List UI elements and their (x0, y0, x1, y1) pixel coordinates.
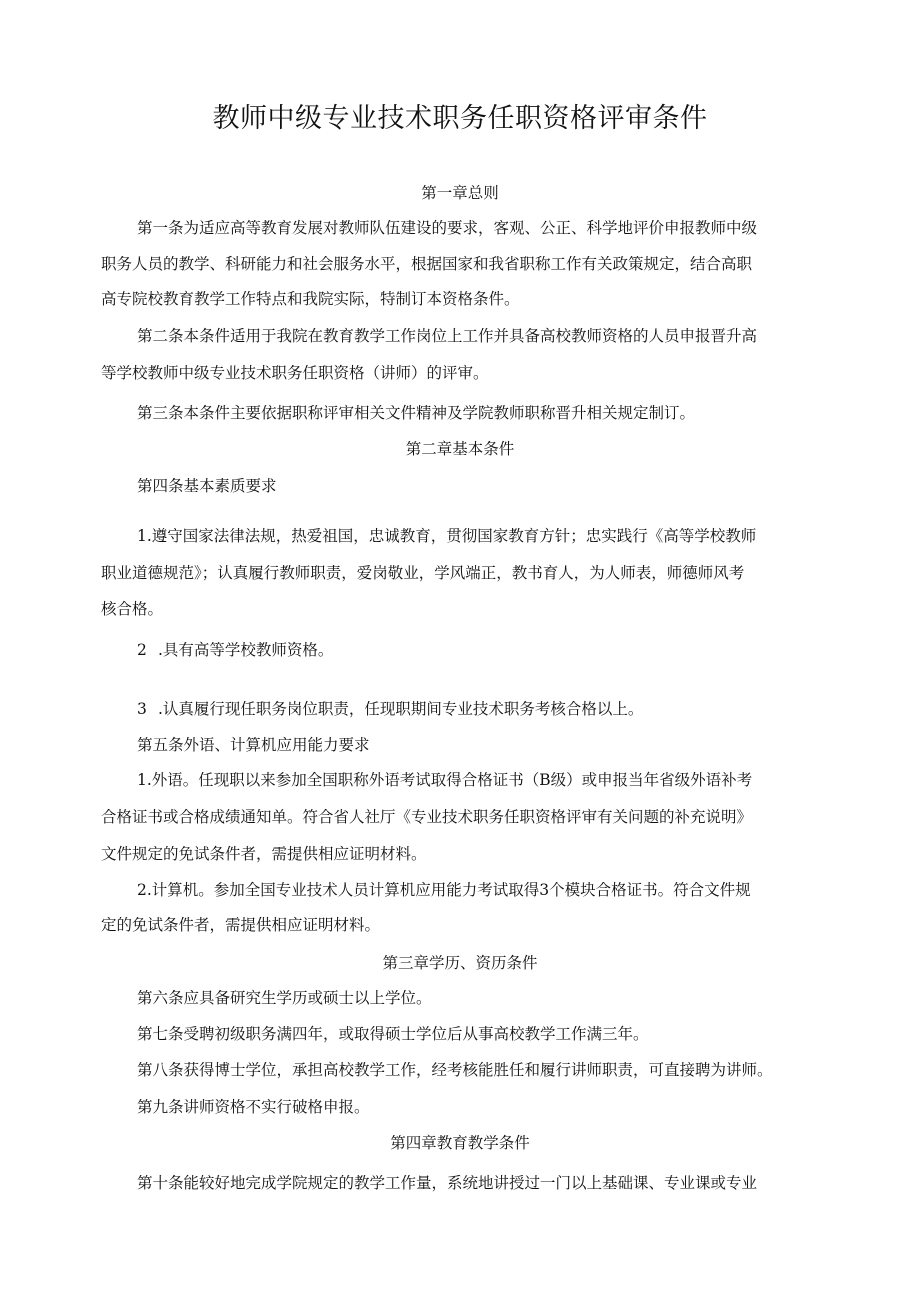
article-4-item-2-number: 2 (137, 641, 147, 659)
chapter-4-heading: 第四章教育教学条件 (390, 1134, 530, 1152)
article-5-item-2-line-2: 定的免试条件者，需提供相应证明材料。 (101, 916, 381, 934)
article-9: 第九条讲师资格不实行破格申报。 (137, 1098, 370, 1116)
article-4-item-1-line-2: 职业道德规范》；认真履行教师职责，爱岗敬业，学风端正，教书育人，为人师表，师德师风考 (101, 564, 745, 582)
chapter-2-heading: 第二章基本条件 (405, 440, 515, 458)
article-10-line-1: 第十条能较好地完成学院规定的教学工作量，系统地讲授过一门以上基础课、专业课或专业 (137, 1174, 758, 1192)
article-5-item-1-line-1: 1.外语。任现职以来参加全国职称外语考试取得合格证书（B级）或申报当年省级外语补考 (137, 771, 753, 789)
article-2-line-1: 第二条本条件适用于我院在教育教学工作岗位上工作并具备高校教师资格的人员申报晋升高 (137, 327, 758, 345)
article-4-item-2: .具有高等学校教师资格。 (158, 641, 334, 659)
article-5-item-1-line-2: 合格证书或合格成绩通知单。符合省人社厅《专业技术职务任职资格评审有关问题的补充说明》 (101, 808, 753, 826)
article-2-line-2: 等学校教师中级专业技术职务任职资格（讲师）的评审。 (101, 364, 489, 382)
chapter-3-heading: 第三章学历、资历条件 (382, 954, 538, 972)
article-4-item-1-line-1: 1.遵守国家法律法规，热爱祖国，忠诚教育，贯彻国家教育方针；忠实践行《高等学校教师 (137, 527, 757, 545)
article-1-line-1: 第一条为适应高等教育发展对教师队伍建设的要求，客观、公正、科学地评价申报教师中级 (137, 219, 758, 237)
article-1-line-2: 职务人员的教学、科研能力和社会服务水平，根据国家和我省职称工作有关政策规定，结合高职 (101, 255, 753, 273)
article-5-item-1-line-3: 文件规定的免试条件者，需提供相应证明材料。 (101, 845, 427, 863)
article-3: 第三条本条件主要依据职称评审相关文件精神及学院教师职称晋升相关规定制订。 (137, 404, 696, 422)
article-4: 第四条基本素质要求 (137, 477, 277, 495)
article-4-item-1-line-3: 核合格。 (101, 600, 164, 618)
document-title: 教师中级专业技术职务任职资格评审条件 (212, 103, 708, 134)
article-8: 第八条获得博士学位，承担高校教学工作，经考核能胜任和履行讲师职责，可直接聘为讲师。 (137, 1061, 773, 1079)
article-5-item-2-line-1: 2.计算机。参加全国专业技术人员计算机应用能力考试取得3个模块合格证书。符合文件规 (137, 881, 751, 899)
article-6: 第六条应具备研究生学历或硕士以上学位。 (137, 989, 432, 1007)
article-4-item-3: .认真履行现任职务岗位职责，任现职期间专业技术职务考核合格以上。 (158, 700, 644, 718)
article-1-line-3: 高专院校教育教学工作特点和我院实际，特制订本资格条件。 (101, 290, 520, 308)
chapter-1-heading: 第一章总则 (421, 184, 499, 202)
article-4-item-3-number: 3 (137, 700, 147, 718)
article-7: 第七条受聘初级职务满四年，或取得硕士学位后从事高校教学工作满三年。 (137, 1025, 649, 1043)
article-5: 第五条外语、计算机应用能力要求 (137, 736, 370, 754)
